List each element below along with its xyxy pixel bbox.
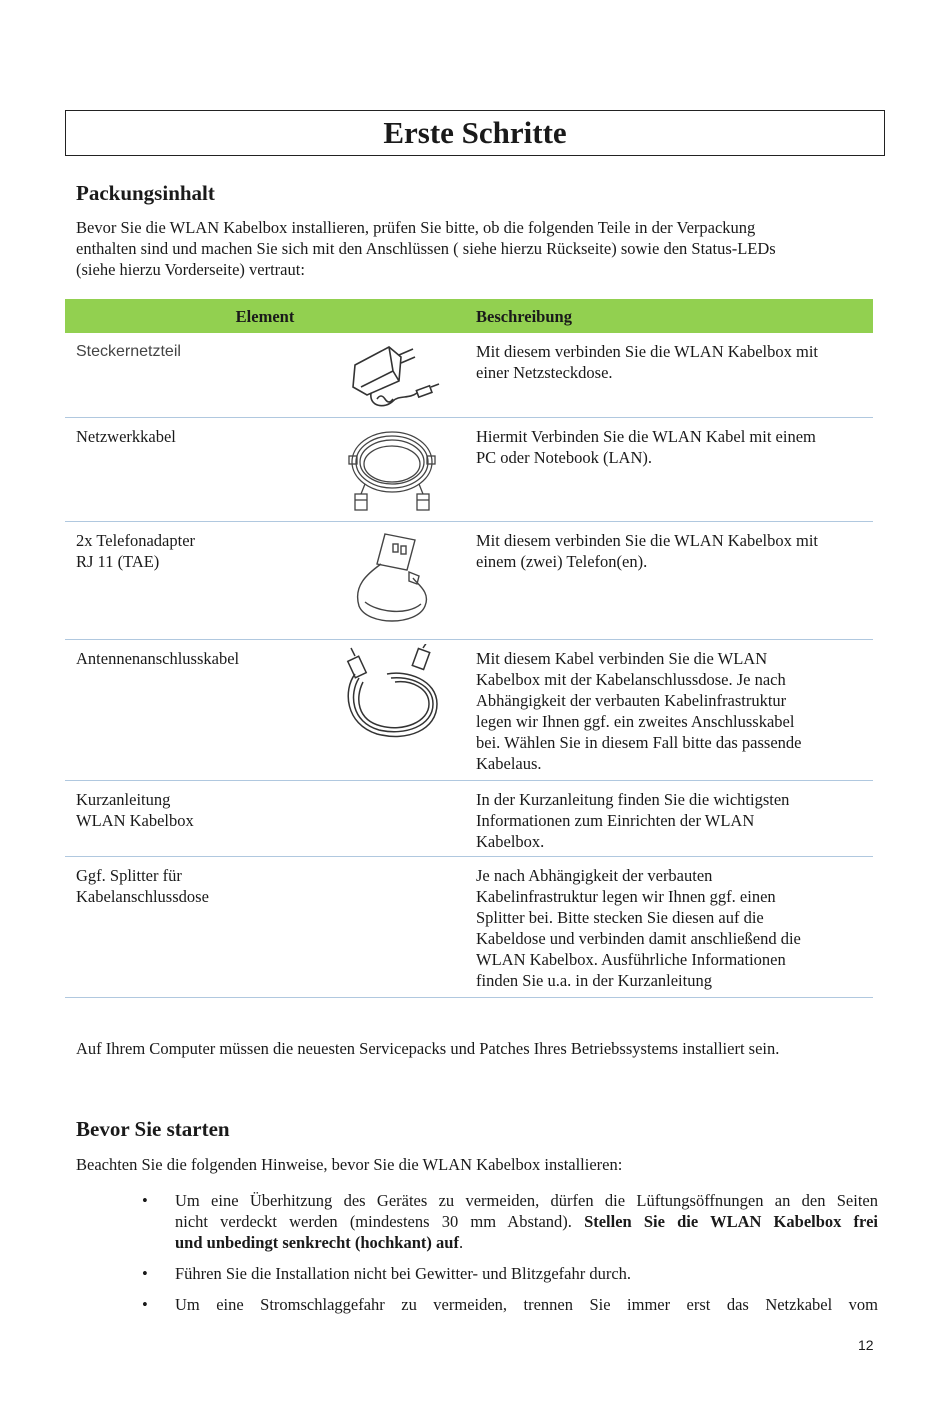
power-adapter-icon xyxy=(337,337,447,413)
page-title-text: Erste Schritte xyxy=(383,115,567,150)
table-row xyxy=(65,522,873,640)
row-element: Kurzanleitung WLAN Kabelbox xyxy=(76,790,194,830)
phone-adapter-icon xyxy=(337,526,447,632)
table-row xyxy=(65,418,873,522)
section-heading-packungsinhalt: Packungsinhalt xyxy=(76,181,215,205)
row-element: Netzwerkkabel xyxy=(76,427,176,446)
row-description: Mit diesem verbinden Sie die WLAN Kabelbox mit einem (zwei) Telefon(en). xyxy=(476,531,819,571)
package-contents-table xyxy=(65,299,873,998)
table-header xyxy=(65,299,873,333)
table-row xyxy=(65,857,873,998)
table-row xyxy=(65,781,873,857)
intro-line: enthalten sind und machen Sie sich mit den Anschlüssen ( siehe hierzu Rückseite) sowie den Status-LEDs xyxy=(76,239,776,258)
row-description: Je nach Abhängigkeit der verbauten Kabelinfrastruktur legen wir Ihnen ggf. einen Splitter bei. Bitte stecken Sie diesen auf die Kabeldose und verbinden damit anschließend die WLAN Kabelbox. Ausführliche Informationen finden Sie u.a. in der Kurzanleitung xyxy=(476,866,801,990)
bullet-icon: • xyxy=(142,1264,148,1283)
row-element: Steckernetzteil xyxy=(76,343,181,360)
bullet-icon: • xyxy=(142,1295,148,1314)
os-note: Auf Ihrem Computer müssen die neuesten Servicepacks und Patches Ihres Betriebssystems installiert sein. xyxy=(76,1039,780,1058)
row-description: Mit diesem Kabel verbinden Sie die WLAN Kabelbox mit der Kabelanschlussdose. Je nach Abhängigkeit der verbauten Kabelinfrastruktur legen wir Ihnen ggf. ein zweites Anschlusskabel bei. Wählen Sie in diesem Fall bitte das passende Kabelaus. xyxy=(476,649,802,773)
header-element: Element xyxy=(235,307,295,326)
page-title xyxy=(65,110,885,156)
list-item: • Führen Sie die Installation nicht bei Gewitter- und Blitzgefahr durch. xyxy=(142,1264,632,1283)
hint-list xyxy=(130,1190,878,1325)
intro-line: (siehe hierzu Vorderseite) vertraut: xyxy=(76,260,305,279)
row-element: 2x Telefonadapter RJ 11 (TAE) xyxy=(76,531,196,571)
list-item: • Um eine Stromschlaggefahr zu vermeiden, trennen Sie immer erst das Netzkabel vom xyxy=(142,1295,878,1314)
section-heading-bevor-sie-starten: Bevor Sie starten xyxy=(76,1117,230,1141)
row-element: Antennenanschlusskabel xyxy=(76,649,240,668)
intro-line: Bevor Sie die WLAN Kabelbox installieren, prüfen Sie bitte, ob die folgenden Teile in der Verpackung xyxy=(76,218,756,237)
page-number: 12 xyxy=(858,1337,874,1353)
row-description: Mit diesem verbinden Sie die WLAN Kabelbox mit einer Netzsteckdose. xyxy=(476,342,819,382)
list-item: • Um eine Überhitzung des Gerätes zu vermeiden, dürfen die Lüftungsöffnungen an den Seiten nicht verdeckt werden (mindestens 30 mm Abstand). Stellen Sie die WLAN Kabelbox frei und unbedingt senkrecht (hochkant) auf. xyxy=(142,1191,878,1252)
section2-intro: Beachten Sie die folgenden Hinweise, bevor Sie die WLAN Kabelbox installieren: xyxy=(76,1155,623,1174)
table-row xyxy=(65,333,873,418)
row-description: Hiermit Verbinden Sie die WLAN Kabel mit einem PC oder Notebook (LAN). xyxy=(476,427,816,467)
antenna-cable-icon xyxy=(337,644,447,744)
row-element: Ggf. Splitter für Kabelanschlussdose xyxy=(76,866,209,906)
row-description: In der Kurzanleitung finden Sie die wichtigsten Informationen zum Einrichten der WLAN Kabelbox. xyxy=(476,790,790,851)
network-cable-icon xyxy=(337,422,447,514)
bullet-icon: • xyxy=(142,1191,148,1210)
header-description: Beschreibung xyxy=(476,307,572,326)
intro-paragraph xyxy=(76,217,876,280)
table-row xyxy=(65,640,873,781)
